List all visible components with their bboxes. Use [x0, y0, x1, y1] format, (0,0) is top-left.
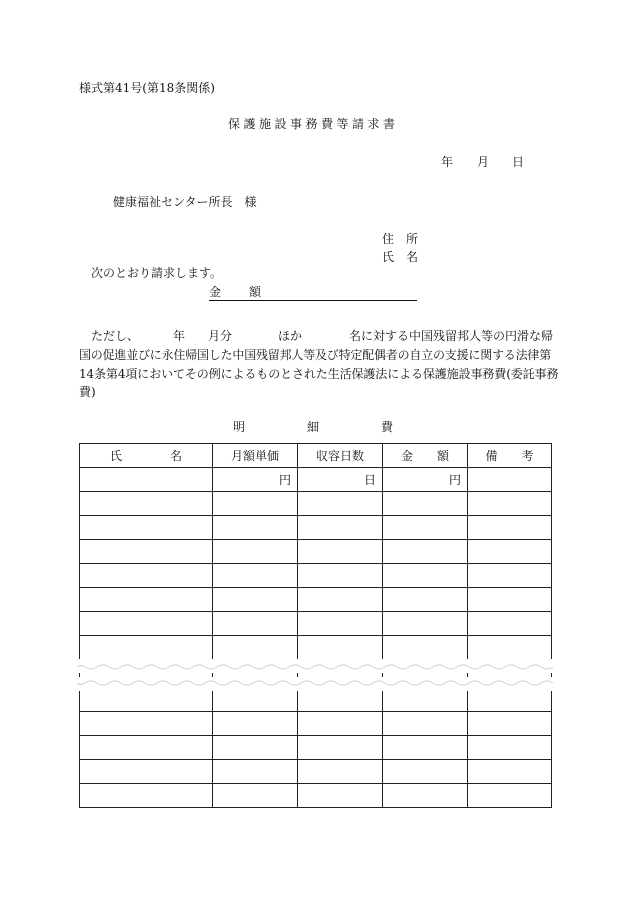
- column-header-days: 収容日数: [298, 444, 383, 468]
- cell-remarks[interactable]: [468, 736, 552, 760]
- column-header-remarks: 備 考: [468, 444, 552, 468]
- table-row: [80, 588, 552, 612]
- cell-days[interactable]: [298, 760, 383, 784]
- cell-monthly-unit-price[interactable]: [213, 712, 298, 736]
- cell-name[interactable]: [80, 492, 213, 516]
- cell-monthly-unit-price[interactable]: [213, 516, 298, 540]
- document-title: 保護施設事務費等請求書: [228, 117, 399, 131]
- name-label: 氏 名: [382, 250, 419, 264]
- cell-monthly-unit-price[interactable]: [213, 784, 298, 808]
- cell-name[interactable]: [80, 688, 213, 712]
- table-row: [80, 492, 552, 516]
- cell-monthly-unit-price[interactable]: [213, 564, 298, 588]
- cell-remarks[interactable]: [468, 712, 552, 736]
- cell-remarks[interactable]: [468, 760, 552, 784]
- column-header-name: 氏 名: [80, 444, 213, 468]
- cell-remarks[interactable]: [468, 540, 552, 564]
- body-line1-prefix: ただし、: [91, 329, 140, 343]
- column-header-amount: 金 額: [383, 444, 468, 468]
- cell-remarks[interactable]: [468, 564, 552, 588]
- cell-amount[interactable]: [383, 540, 468, 564]
- body-line3: 14条第4項においてその例によるものとされた生活保護法による保護施設事務費(委託事務: [79, 367, 559, 381]
- date-year-label: 年: [441, 155, 454, 169]
- request-text: 次のとおり請求します。: [91, 266, 223, 280]
- cell-days[interactable]: [298, 636, 383, 660]
- cell-remarks[interactable]: [468, 784, 552, 808]
- cell-monthly-unit-price[interactable]: [213, 492, 298, 516]
- cell-monthly-unit-price[interactable]: [213, 736, 298, 760]
- cell-days[interactable]: 日: [298, 468, 383, 492]
- cell-days[interactable]: [298, 784, 383, 808]
- table-row: [80, 468, 552, 492]
- cell-days[interactable]: [298, 588, 383, 612]
- cell-name[interactable]: [80, 612, 213, 636]
- body-line1-rest: 名に対する中国残留邦人等の円滑な帰: [349, 329, 554, 343]
- column-header-monthly-unit-price: 月額単価: [213, 444, 298, 468]
- amount-field[interactable]: [209, 286, 417, 301]
- date-day-label: 日: [512, 155, 525, 169]
- torn-edge-top: [77, 659, 553, 673]
- torn-edge-bottom: [77, 677, 553, 691]
- body-line1-year: 年: [173, 329, 186, 343]
- detail-heading: [233, 421, 393, 433]
- detail-table-bottom: [79, 687, 552, 808]
- cell-amount[interactable]: [383, 712, 468, 736]
- cell-name[interactable]: [80, 516, 213, 540]
- cell-monthly-unit-price[interactable]: [213, 540, 298, 564]
- cell-amount[interactable]: [383, 760, 468, 784]
- body-line4: 費): [79, 385, 96, 399]
- cell-amount[interactable]: [383, 736, 468, 760]
- cell-remarks[interactable]: [468, 516, 552, 540]
- cell-amount[interactable]: [383, 688, 468, 712]
- cell-amount[interactable]: 円: [383, 468, 468, 492]
- cell-amount[interactable]: [383, 516, 468, 540]
- cell-name[interactable]: [80, 784, 213, 808]
- date-month-label: 月: [477, 155, 490, 169]
- addressee: 健康福祉センター所長 様: [113, 195, 257, 209]
- cell-name[interactable]: [80, 588, 213, 612]
- cell-monthly-unit-price[interactable]: 円: [213, 468, 298, 492]
- table-row: [80, 688, 552, 712]
- cell-name[interactable]: [80, 712, 213, 736]
- cell-monthly-unit-price[interactable]: [213, 688, 298, 712]
- cell-name[interactable]: [80, 564, 213, 588]
- cell-monthly-unit-price[interactable]: [213, 612, 298, 636]
- detail-table-top: [79, 443, 552, 684]
- table-row: [80, 636, 552, 660]
- address-label: 住 所: [382, 232, 419, 246]
- table-row: [80, 736, 552, 760]
- cell-remarks[interactable]: [468, 612, 552, 636]
- body-line1-other: ほか: [278, 329, 303, 343]
- cell-remarks[interactable]: [468, 492, 552, 516]
- cell-name[interactable]: [80, 468, 213, 492]
- cell-days[interactable]: [298, 736, 383, 760]
- cell-amount[interactable]: [383, 564, 468, 588]
- table-row: [80, 784, 552, 808]
- cell-name[interactable]: [80, 736, 213, 760]
- body-line2: 国の促進並びに永住帰国した中国残留邦人等及び特定配偶者の自立の支援に関する法律第: [79, 348, 552, 362]
- cell-monthly-unit-price[interactable]: [213, 760, 298, 784]
- table-row: [80, 612, 552, 636]
- body-line1-month: 月分: [208, 329, 233, 343]
- cell-amount[interactable]: [383, 492, 468, 516]
- table-row: [80, 760, 552, 784]
- cell-remarks[interactable]: [468, 688, 552, 712]
- cell-name[interactable]: [80, 760, 213, 784]
- cell-name[interactable]: [80, 540, 213, 564]
- cell-name[interactable]: [80, 636, 213, 660]
- cell-amount[interactable]: [383, 588, 468, 612]
- cell-days[interactable]: [298, 712, 383, 736]
- cell-remarks[interactable]: [468, 468, 552, 492]
- cell-amount[interactable]: [383, 636, 468, 660]
- amount-label: 金 額: [209, 285, 270, 299]
- detail-heading-char-2: 細: [306, 420, 319, 434]
- form-number: 様式第41号(第18条関係): [79, 81, 215, 95]
- cell-amount[interactable]: [383, 612, 468, 636]
- table-row: [80, 516, 552, 540]
- cell-days[interactable]: [298, 688, 383, 712]
- detail-heading-char-3: 費: [380, 420, 393, 434]
- table-row: [80, 540, 552, 564]
- cell-remarks[interactable]: [468, 636, 552, 660]
- cell-amount[interactable]: [383, 784, 468, 808]
- cell-days[interactable]: [298, 564, 383, 588]
- table-header-row: [80, 444, 552, 468]
- cell-monthly-unit-price[interactable]: [213, 636, 298, 660]
- cell-days[interactable]: [298, 492, 383, 516]
- cell-monthly-unit-price[interactable]: [213, 588, 298, 612]
- cell-days[interactable]: [298, 516, 383, 540]
- cell-remarks[interactable]: [468, 588, 552, 612]
- table-row: [80, 564, 552, 588]
- detail-heading-char-1: 明: [233, 420, 246, 434]
- cell-days[interactable]: [298, 540, 383, 564]
- table-row: [80, 712, 552, 736]
- cell-days[interactable]: [298, 612, 383, 636]
